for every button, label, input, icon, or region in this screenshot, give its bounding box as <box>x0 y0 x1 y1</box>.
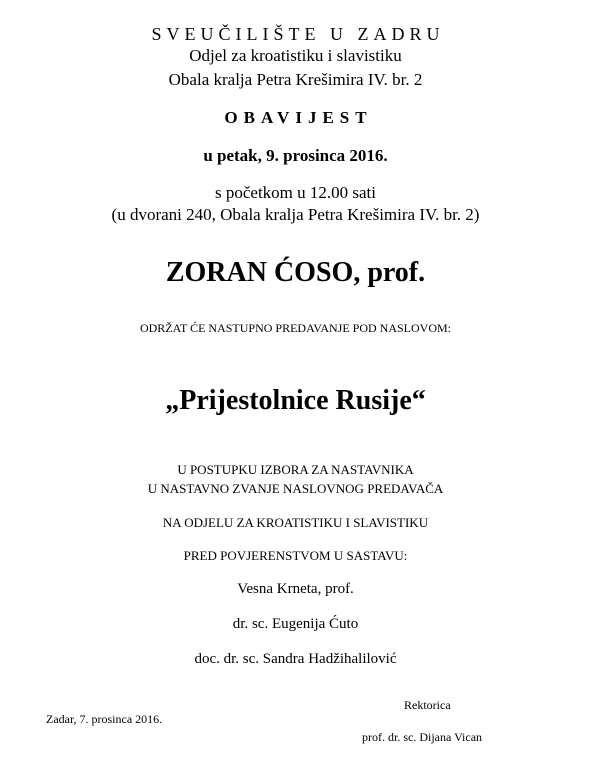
event-location: (u dvorani 240, Obala kralja Petra Krešimira IV. br. 2) <box>111 205 480 224</box>
committee-member: Vesna Krneta, prof. <box>237 581 354 597</box>
place-and-date: Zadar, 7. prosinca 2016. <box>46 712 163 726</box>
procedure-department: NA ODJELU ZA KROATISTIKU I SLAVISTIKU <box>162 515 429 530</box>
university-address: Obala kralja Petra Krešimira IV. br. 2 <box>168 70 423 89</box>
procedure-line-2: U NASTAVNO ZVANJE NASLOVNOG PREDAVAČA <box>147 481 444 496</box>
lecture-title: „Prijestolnice Rusije“ <box>165 385 426 416</box>
rector-title: Rektorica <box>404 698 451 712</box>
committee-intro: PRED POVJERENSTVOM U SASTAVU: <box>183 548 408 563</box>
committee-member: dr. sc. Eugenija Ćuto <box>232 616 359 632</box>
speaker-name: ZORAN ĆOSO, prof. <box>165 257 426 288</box>
rector-name: prof. dr. sc. Dijana Vican <box>362 730 483 744</box>
procedure-line-1: U POSTUPKU IZBORA ZA NASTAVNIKA <box>177 462 414 477</box>
lecture-intro: ODRŽAT ĆE NASTUPNO PREDAVANJE POD NASLOVOM: <box>139 321 452 335</box>
event-date: u petak, 9. prosinca 2016. <box>203 146 388 165</box>
event-time: s početkom u 12.00 sati <box>214 183 376 202</box>
department-name: Odjel za kroatistiku i slavistiku <box>189 46 402 65</box>
university-name: SVEUČILIŠTE U ZADRU <box>151 24 445 44</box>
committee-member: doc. dr. sc. Sandra Hadžihalilović <box>194 651 397 667</box>
notice-heading: OBAVIJEST <box>224 108 373 127</box>
